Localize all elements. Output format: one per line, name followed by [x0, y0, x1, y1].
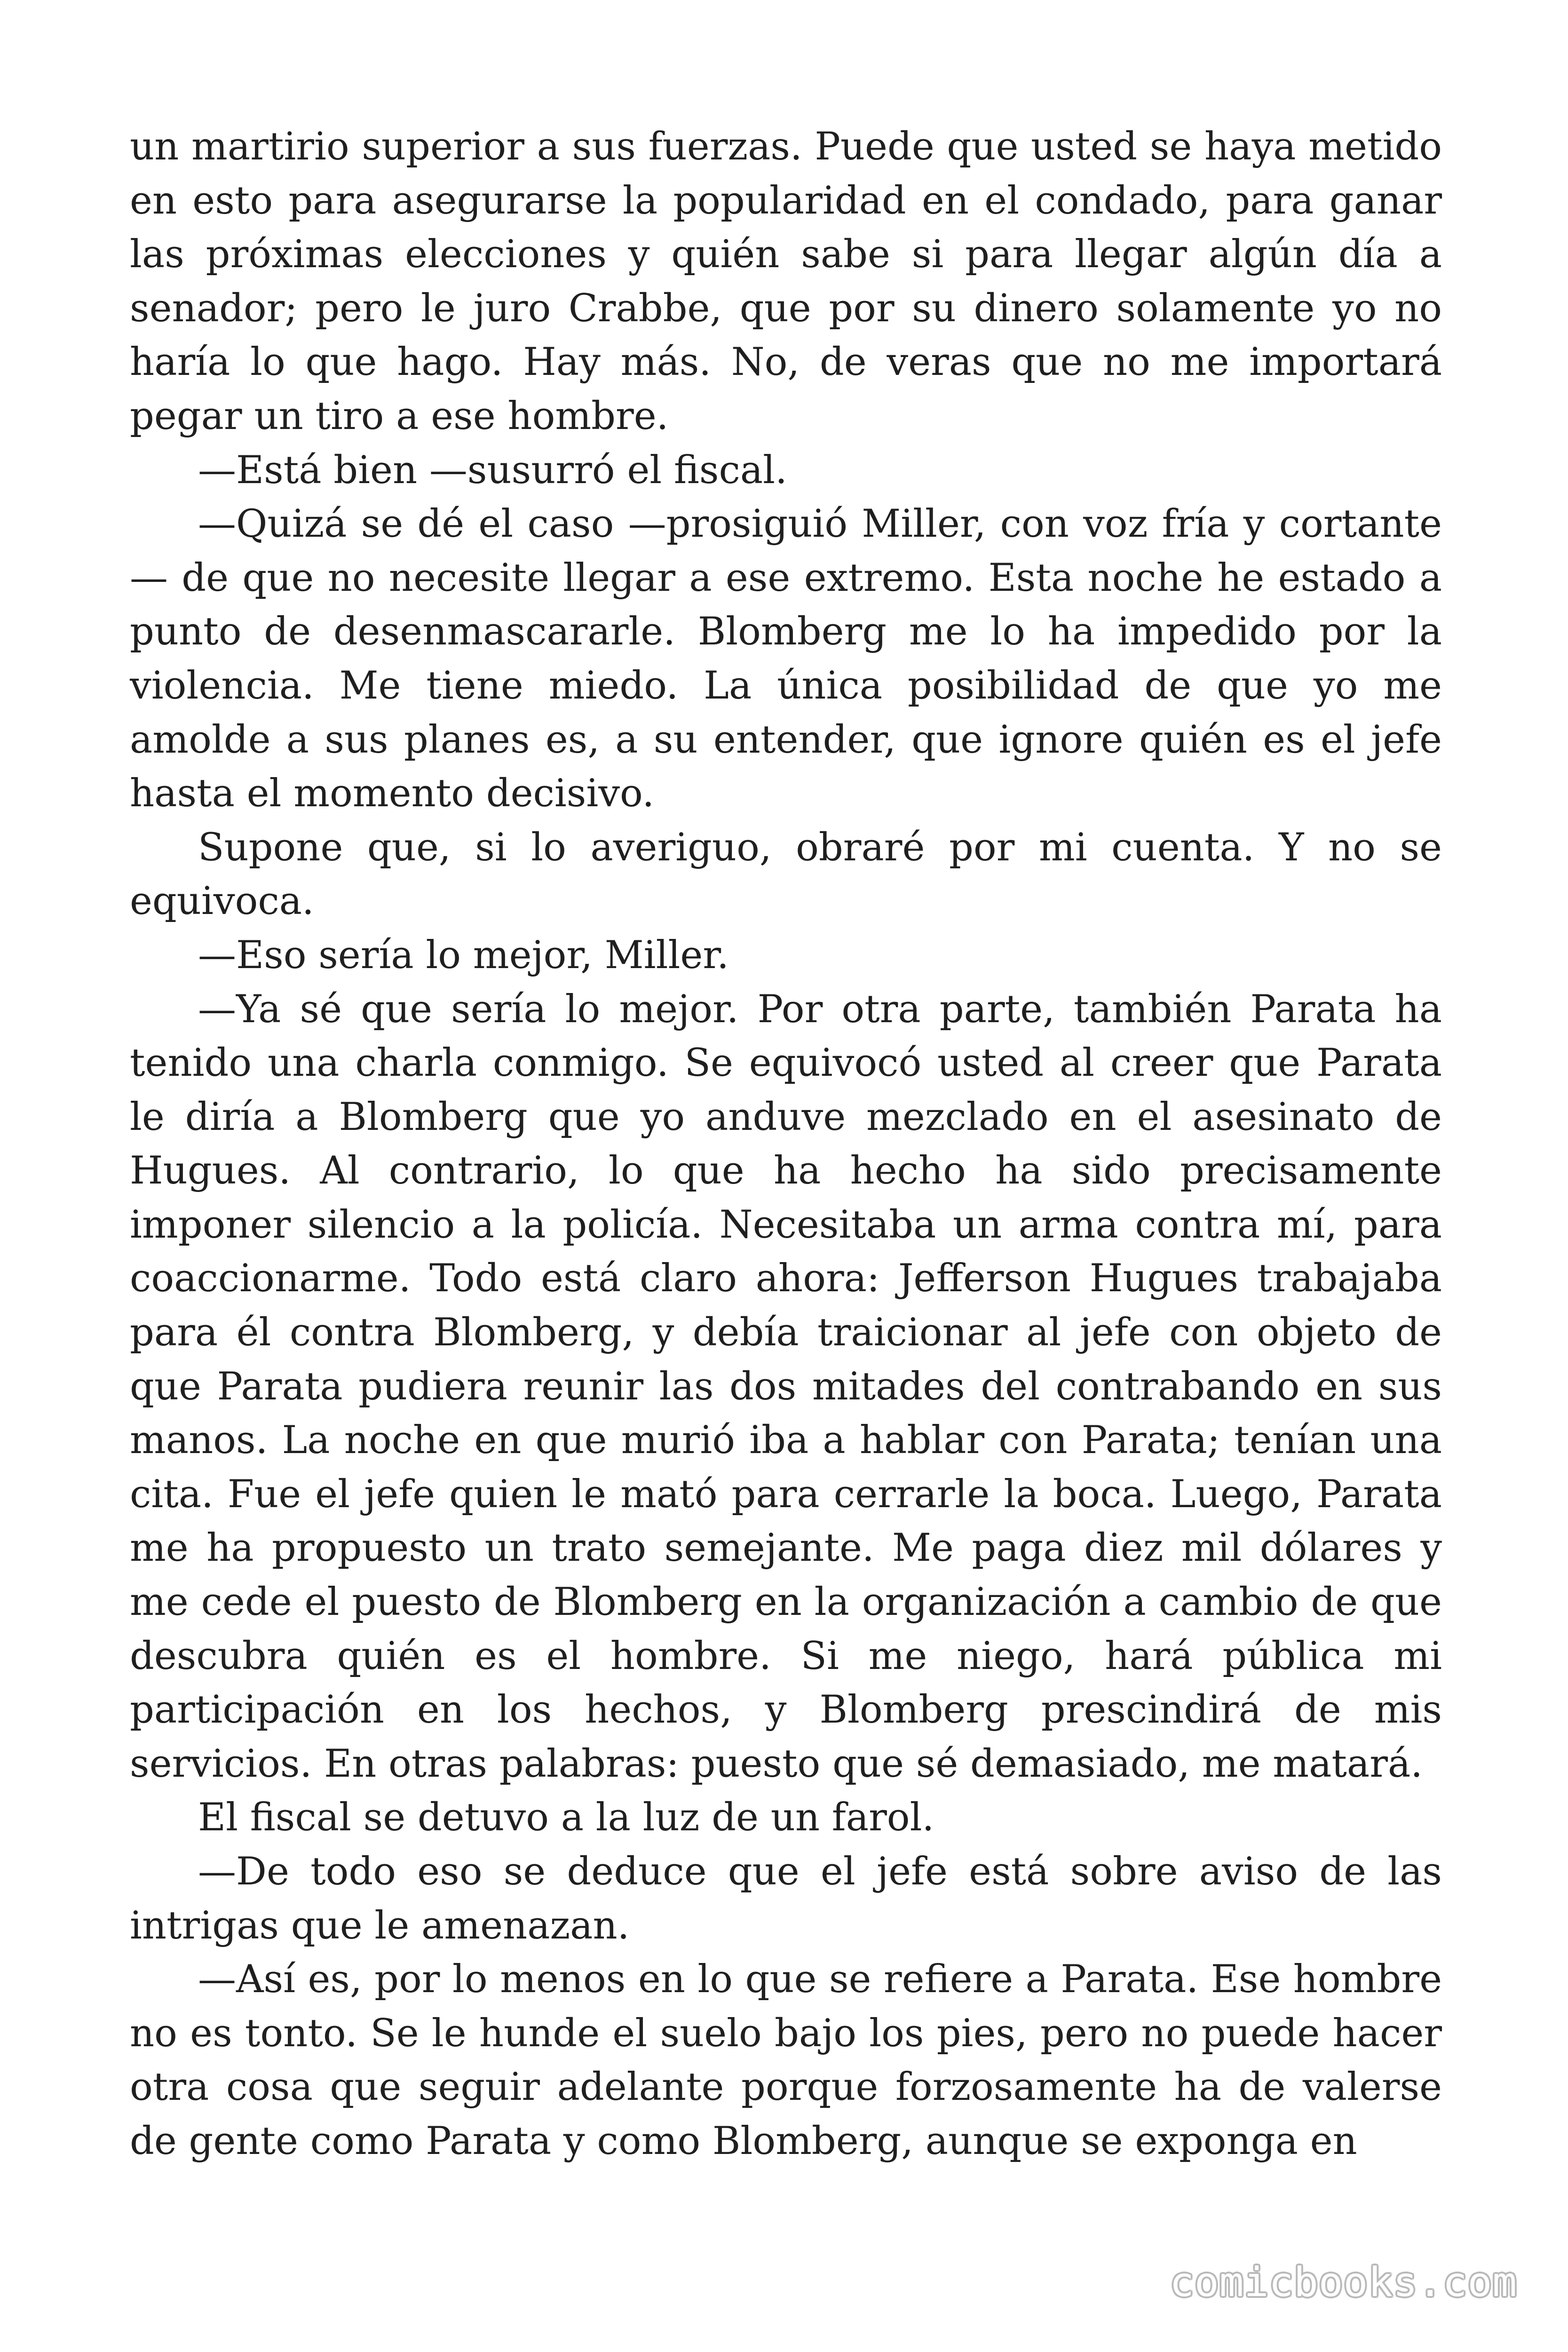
paragraph-9: —Así es, por lo menos en lo que se refiere a Parata. Ese hombre no es tonto. Se le hunde el suelo bajo los pies, pero no puede hacer otra cosa que seguir adelante porque forzosamente ha de valerse de gente como Parata y como Blomberg, aunque se exponga en [130, 1957, 1442, 2163]
paragraph-6: —Ya sé que sería lo mejor. Por otra parte, también Parata ha tenido una charla conmigo. Se equivocó usted al creer que Parata le diría a Blomberg que yo anduve mezclado en el asesinato de Hugues. Al contrario, lo que ha hecho ha sido precisamente imponer silencio a la policía. Necesitaba un arma contra mí, para coaccionarme. Todo está claro ahora: Jefferson Hugues trabajaba para él contra Blomberg, y debía traicionar al jefe con objeto de que Parata pudiera reunir las dos mitades del contrabando en sus manos. La noche en que murió iba a hablar con Parata; tenían una cita. Fue el jefe quien le mató para cerrarle la boca. Luego, Parata me ha propuesto un trato semejante. Me paga diez mil dólares y me cede el puesto de Blomberg en la organización a cambio de que descubra quién es el hombre. Si me niego, hará pública mi participación en los hechos, y Blomberg prescindirá de mis servicios. En otras palabras: puesto que sé demasiado, me matará. [130, 987, 1442, 1786]
paragraph-7: El fiscal se detuvo a la luz de un farol. [198, 1796, 934, 1840]
paragraph-1: un martirio superior a sus fuerzas. Puede que usted se haya metido en esto para asegurarse la popularidad en el condado, para ganar las próximas elecciones y quién sabe si para llegar algún día a senador; pero le juro Crabbe, que por su dinero solamente yo no haría lo que hago. Hay más. No, de veras que no me importará pegar un tiro a ese hombre. [130, 125, 1442, 438]
paragraph-3: —Quizá se dé el caso —prosiguió Miller, con voz fría y cortante — de que no necesite llegar a ese extremo. Esta noche he estado a punto de desenmascararle. Blomberg me lo ha impedido por la violencia. Me tiene miedo. La única posibilidad de que yo me amolde a sus planes es, a su entender, que ignore quién es el jefe hasta el momento decisivo. [130, 502, 1442, 816]
paragraph-8: —De todo eso se deduce que el jefe está sobre aviso de las intrigas que le amenazan. [130, 1850, 1442, 1948]
paragraph-5: —Eso sería lo mejor, Miller. [198, 933, 729, 977]
watermark: comicbooks.com [1170, 2259, 1517, 2306]
page-body [130, 120, 1442, 2169]
paragraph-4: Supone que, si lo averiguo, obraré por mi cuenta. Y no se equivoca. [130, 825, 1442, 924]
paragraph-2: —Está bien —susurró el fiscal. [198, 448, 787, 493]
